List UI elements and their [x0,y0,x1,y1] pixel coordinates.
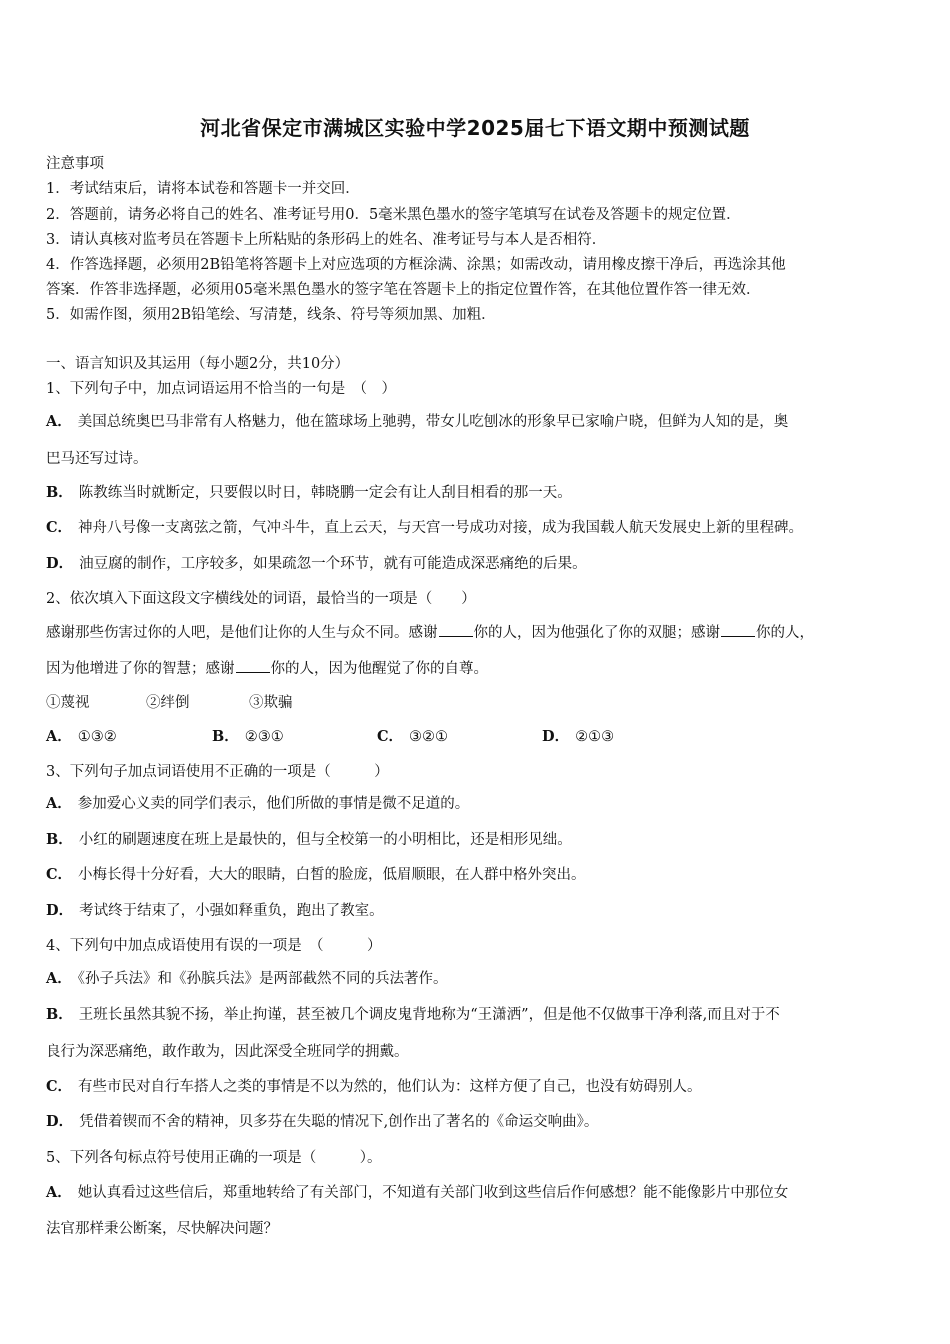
option-label: A． [46,728,72,745]
passage-text: 你的人，因为他醒觉了你的自尊。 [270,661,488,677]
option-label: D． [46,555,74,572]
option-label: C． [46,866,73,883]
option-label: A． [46,1184,72,1201]
notice-item: 答案．作答非选择题，必须用05毫米黑色墨水的签字笔在答题卡上的指定位置作答，在其他位置作答一律无效． [46,282,761,298]
question-1-option-d [46,552,587,573]
option-text: 有些市民对自行车搭人之类的事情是不以为然的，他们认为：这样方便了自己，也没有妨碍别人。 [78,1079,702,1095]
question-3-option-c [46,863,586,884]
option-text: 小梅长得十分好看，大大的眼睛，白皙的脸庞，低眉顺眼，在人群中格外突出。 [78,867,586,883]
option-text: ②③① [244,729,284,745]
question-2-stem: 2、依次填入下面这段文字横线处的词语，最恰当的一项是（ ） [46,591,476,607]
option-text: 小红的刷题速度在班上是最快的，但与全校第一的小明相比，还是相形见绌。 [78,832,572,848]
option-text: ①③② [77,729,117,745]
notice-item: 5．如需作图，须用2B铅笔绘、写清楚，线条、符号等须加黑、加粗． [46,307,496,323]
option-label: D． [542,728,570,745]
question-4-option-d [46,1110,598,1131]
option-text: 凭借着锲而不舍的精神，贝多芬在失聪的情况下,创作出了著名的《命运交响曲》。 [79,1114,599,1130]
option-label: B． [46,831,73,848]
notice-item: 4．作答选择题，必须用2B铅笔将答题卡上对应选项的方框涂满、涂黑；如需改动，请用橡皮擦干净后，再选涂其他 [46,257,786,273]
question-5-option-a-continued: 法官那样秉公断案，尽快解决问题？ [46,1221,278,1237]
notice-item: 2．答题前，请务必将自己的姓名、准考证号用0．5毫米黑色墨水的签字笔填写在试卷及答题卡的规定位置． [46,207,741,223]
question-1-option-c [46,516,803,537]
option-text: 参加爱心义卖的同学们表示，他们所做的事情是微不足道的。 [77,796,470,812]
passage-text: 你的人， [756,625,814,641]
question-2-option-d [542,725,614,746]
question-2-passage-line-2 [46,657,488,678]
question-4-option-a [46,967,448,988]
option-label: C． [377,728,404,745]
notice-item: 3．请认真核对监考员在答题卡上所粘贴的条形码上的姓名、准考证号与本人是否相符． [46,232,607,248]
question-1-stem: 1、下列句子中，加点词语运用不恰当的一句是 （ ） [46,381,396,397]
option-text: 美国总统奥巴马非常有人格魅力，他在篮球场上驰骋，带女儿吃刨冰的形象早已家喻户晓，但鲜为人知的是，奥 [77,414,789,430]
question-3-option-b [46,828,572,849]
question-3-option-d [46,899,384,920]
section-heading: 一、语言知识及其运用（每小题2分，共10分） [46,356,350,372]
option-label: C． [46,1078,73,1095]
option-label: D． [46,1113,74,1130]
option-text: ③②① [409,729,449,745]
option-text: ②①③ [575,729,615,745]
passage-text: 感谢那些伤害过你的人吧，是他们让你的人生与众不同。感谢 [46,625,438,641]
question-5-stem: 5、下列各句标点符号使用正确的一项是（ ）。 [46,1150,382,1166]
option-text: 《孙子兵法》和《孙膑兵法》是两部截然不同的兵法著作。 [77,971,448,987]
question-3-stem: 3、下列句子加点词语使用不正确的一项是（ ） [46,764,389,780]
option-text: 王班长虽然其貌不扬，举止拘谨，甚至被几个调皮鬼背地称为“王潇洒”，但是他不仅做事干净利落,而且对于不 [78,1007,780,1023]
option-label: B． [212,728,239,745]
question-4-option-b [46,1003,780,1024]
notice-item: 1．考试结束后，请将本试卷和答题卡一并交回． [46,181,360,197]
question-2-option-c [377,725,448,746]
option-label: D． [46,902,74,919]
option-text: 考试终于结束了，小强如释重负，跑出了教室。 [79,903,384,919]
question-4-option-b-continued: 良行为深恶痛绝，敢作敢为，因此深受全班同学的拥戴。 [46,1044,409,1060]
option-label: A． [46,795,72,812]
fill-blank [236,658,270,673]
question-3-option-a [46,792,469,813]
page-title: 河北省保定市满城区实验中学2025届七下语文期中预测试题 [200,116,750,140]
option-label: B． [46,1006,73,1023]
word-item: ②绊倒 [146,695,190,711]
option-label: A． [46,970,72,987]
option-label: B． [46,484,73,501]
question-2-option-a [46,725,117,746]
passage-text: 因为他增进了你的智慧；感谢 [46,661,235,677]
option-label: A． [46,413,72,430]
question-1-option-a [46,410,788,431]
question-2-word-list [46,691,293,712]
question-2-passage-line-1 [46,621,814,642]
word-item: ①蔑视 [46,695,90,711]
question-2-option-b [212,725,284,746]
notice-heading: 注意事项 [46,156,104,172]
option-text: 油豆腐的制作，工序较多，如果疏忽一个环节，就有可能造成深恶痛绝的后果。 [79,556,587,572]
option-text: 神舟八号像一支离弦之箭，气冲斗牛，直上云天，与天宫一号成功对接，成为我国载人航天发展史上新的里程碑。 [78,520,804,536]
passage-text: 你的人，因为他强化了你的双腿；感谢 [473,625,720,641]
option-text: 陈教练当时就断定，只要假以时日，韩晓鹏一定会有让人刮目相看的那一天。 [78,485,572,501]
option-label: C． [46,519,73,536]
word-item: ③欺骗 [249,695,293,711]
fill-blank [721,622,755,637]
option-text: 她认真看过这些信后，郑重地转给了有关部门，不知道有关部门收到这些信后作何感想？能不能像影片中那位女 [77,1185,789,1201]
question-4-stem: 4、下列句中加点成语使用有误的一项是 （ ） [46,938,382,954]
fill-blank [439,622,473,637]
question-1-option-b [46,481,572,502]
question-4-option-c [46,1075,702,1096]
question-1-option-a-continued: 巴马还写过诗。 [46,451,148,467]
question-5-option-a [46,1181,788,1202]
